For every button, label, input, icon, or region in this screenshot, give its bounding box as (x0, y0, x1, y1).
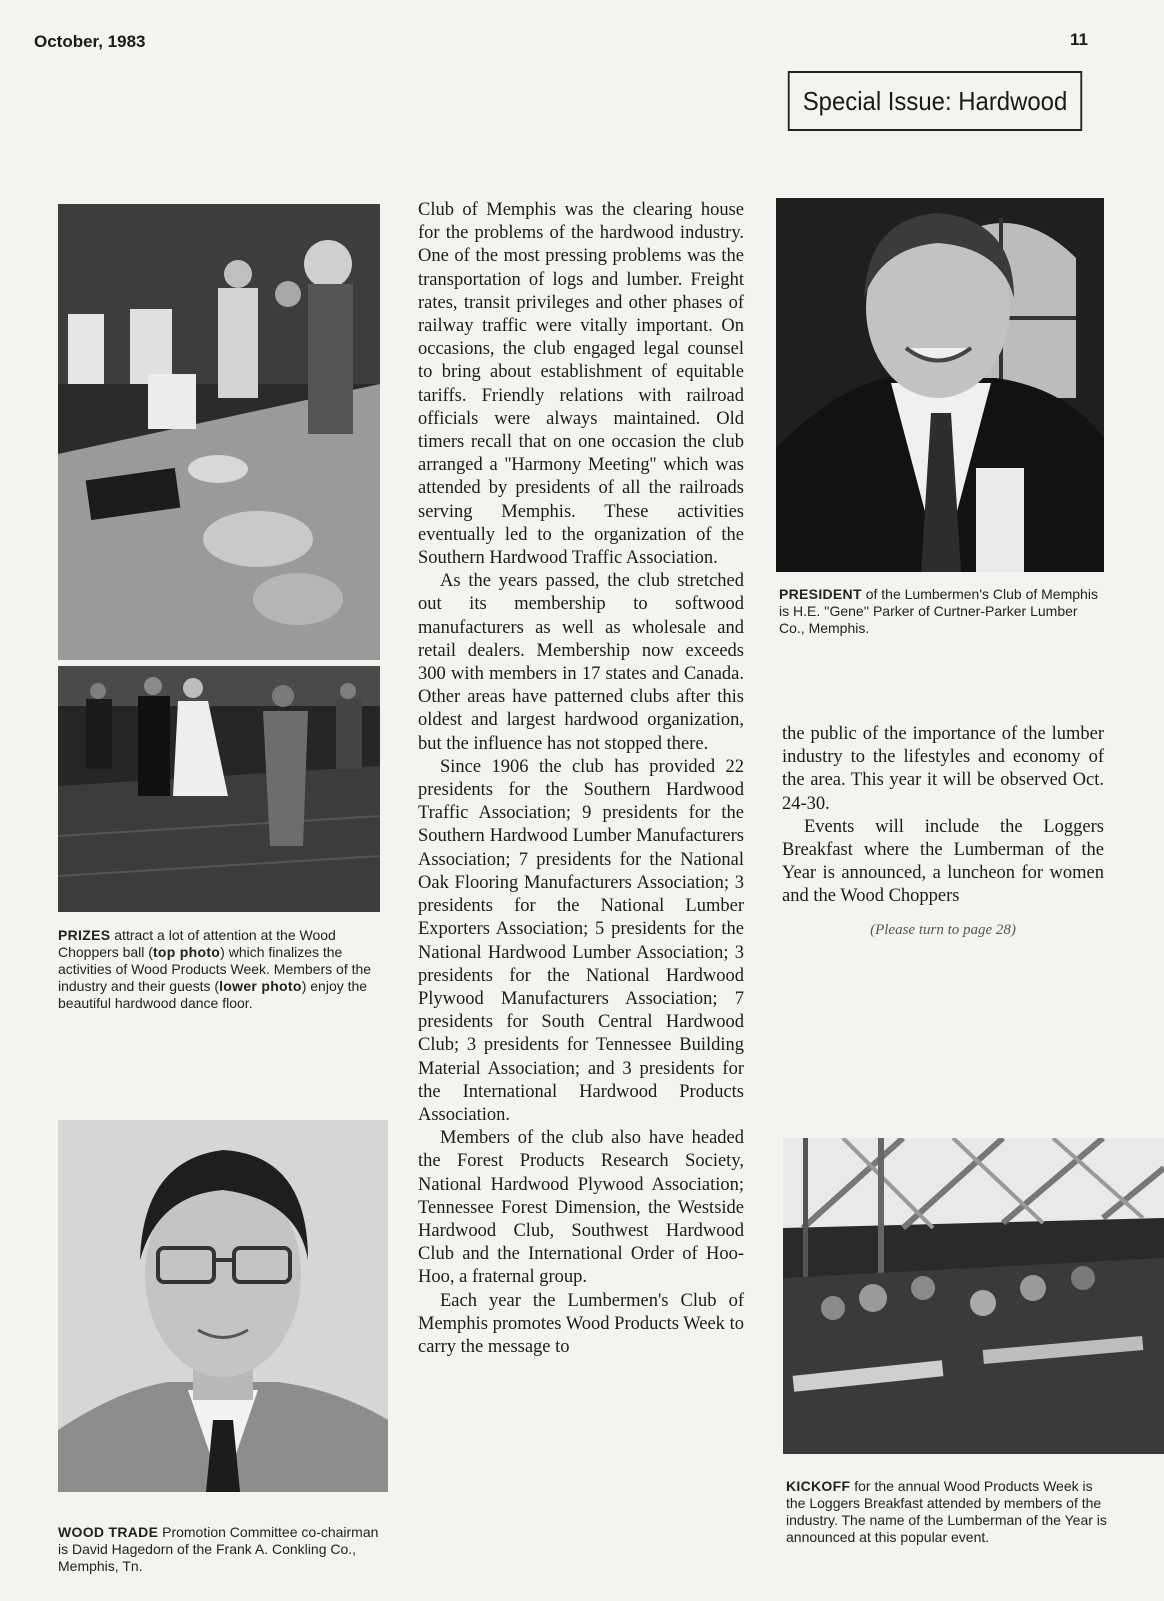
caption-prizes-text-1: attract a lot of attention at the Wood Choppers ball ( (58, 927, 336, 960)
photo-prizes-table (58, 204, 380, 660)
caption-president (779, 586, 1105, 637)
caption-president-lead: PRESIDENT (779, 586, 862, 602)
photo-loggers-breakfast (783, 1138, 1164, 1454)
caption-wood-trade (58, 1524, 386, 1575)
caption-prizes-bold-2: lower photo (219, 978, 302, 994)
caption-wood-trade-lead: WOOD TRADE (58, 1524, 159, 1540)
caption-wood-trade-text: Promotion Committee co-chairman is David Hagedorn of the Frank A. Conkling Co., Memphis, Tn. (58, 1524, 379, 1574)
article-paragraph: the public of the importance of the lumber industry to the lifestyles and economy of the area. This year it will be observed Oct. 24-30. (782, 724, 1104, 814)
photo-dance-floor (58, 666, 380, 912)
photo-parker-portrait (776, 198, 1104, 572)
caption-kickoff-text: for the annual Wood Products Week is the Loggers Breakfast attended by members of the industry. The name of the Lumberman of the Year is announced at this popular event. (786, 1478, 1107, 1545)
article-column-middle (418, 199, 744, 1359)
issue-title: Special Issue: Hardwood (802, 85, 1068, 116)
photo-hagedorn-portrait (58, 1120, 388, 1492)
caption-kickoff-lead: KICKOFF (786, 1478, 851, 1494)
article-paragraph: Each year the Lumbermen's Club of Memphis promotes Wood Products Week to carry the message to (418, 1290, 744, 1357)
caption-president-text: of the Lumbermen's Club of Memphis is H.E. ''Gene'' Parker of Curtner-Parker Lumber Co., Memphis. (779, 586, 1098, 636)
caption-prizes (58, 927, 384, 1012)
article-column-right (782, 723, 1104, 909)
caption-kickoff (786, 1478, 1108, 1546)
article-paragraph: Events will include the Loggers Breakfast where the Lumberman of the Year is announced, a luncheon for women and the Wood Choppers (782, 816, 1104, 907)
page-number: 11 (1070, 30, 1088, 49)
continued-note: (Please turn to page 28) (870, 922, 1016, 938)
caption-prizes-bold-1: top photo (152, 944, 221, 960)
article-paragraph: Members of the club also have headed the Forest Products Research Society, National Hardwood Plywood Association; Tennessee Forest Dimension, the Westside Hardwood Club, Southwest Hardwood Club and the International Order of Hoo-Hoo, a fraternal group. (418, 1128, 744, 1288)
caption-prizes-text-3: ) enjoy the beautiful hardwood dance floor. (58, 978, 368, 1011)
issue-date: October, 1983 (34, 32, 146, 51)
caption-prizes-text-2: ) which finalizes the activities of Wood Products Week. Members of the industry and their guests ( (58, 944, 372, 994)
caption-prizes-lead: PRIZES (58, 927, 111, 943)
article-paragraph: As the years passed, the club stretched out its membership to softwood manufacturers as well as wholesale and retail dealers. Membership now exceeds 300 with members in 17 states and Canada. Other areas have patterned clubs after this oldest and largest hardwood organization, but the influence has not stopped there. (418, 571, 744, 754)
article-paragraph: Since 1906 the club has provided 22 presidents for the Southern Hardwood Traffic Association; 9 presidents for the Southern Hardwood Lumber Manufacturers Association; 7 presidents for the National Oak Flooring Manufacturers Association; 3 presidents for the National Lumber Exporters Association; 5 presidents for the National Hardwood Lumber Association; 3 presidents for the National Hardwood Plywood Manufacturers Association; 7 presidents for South Central Hardwood Club; 3 presidents for Tennessee Building Material Association; and 3 presidents for the International Hardwood Products Association. (418, 756, 744, 1125)
article-paragraph: Club of Memphis was the clearing house for the problems of the hardwood industry. One of the most pressing problems was the transportation of logs and lumber. Freight rates, transit privileges and other phases of railway traffic were vitally important. On occasions, the club engaged legal counsel to bring about establishment of equitable tariffs. Friendly relations with railroad officials were always maintained. Old timers recall that on one occasion the club arranged a ''Harmony Meeting'' which was attended by presidents of all the railroads serving Memphis. These activities eventually led to the organization of the Southern Hardwood Traffic Association. (418, 200, 744, 569)
issue-title-box (788, 71, 1082, 131)
